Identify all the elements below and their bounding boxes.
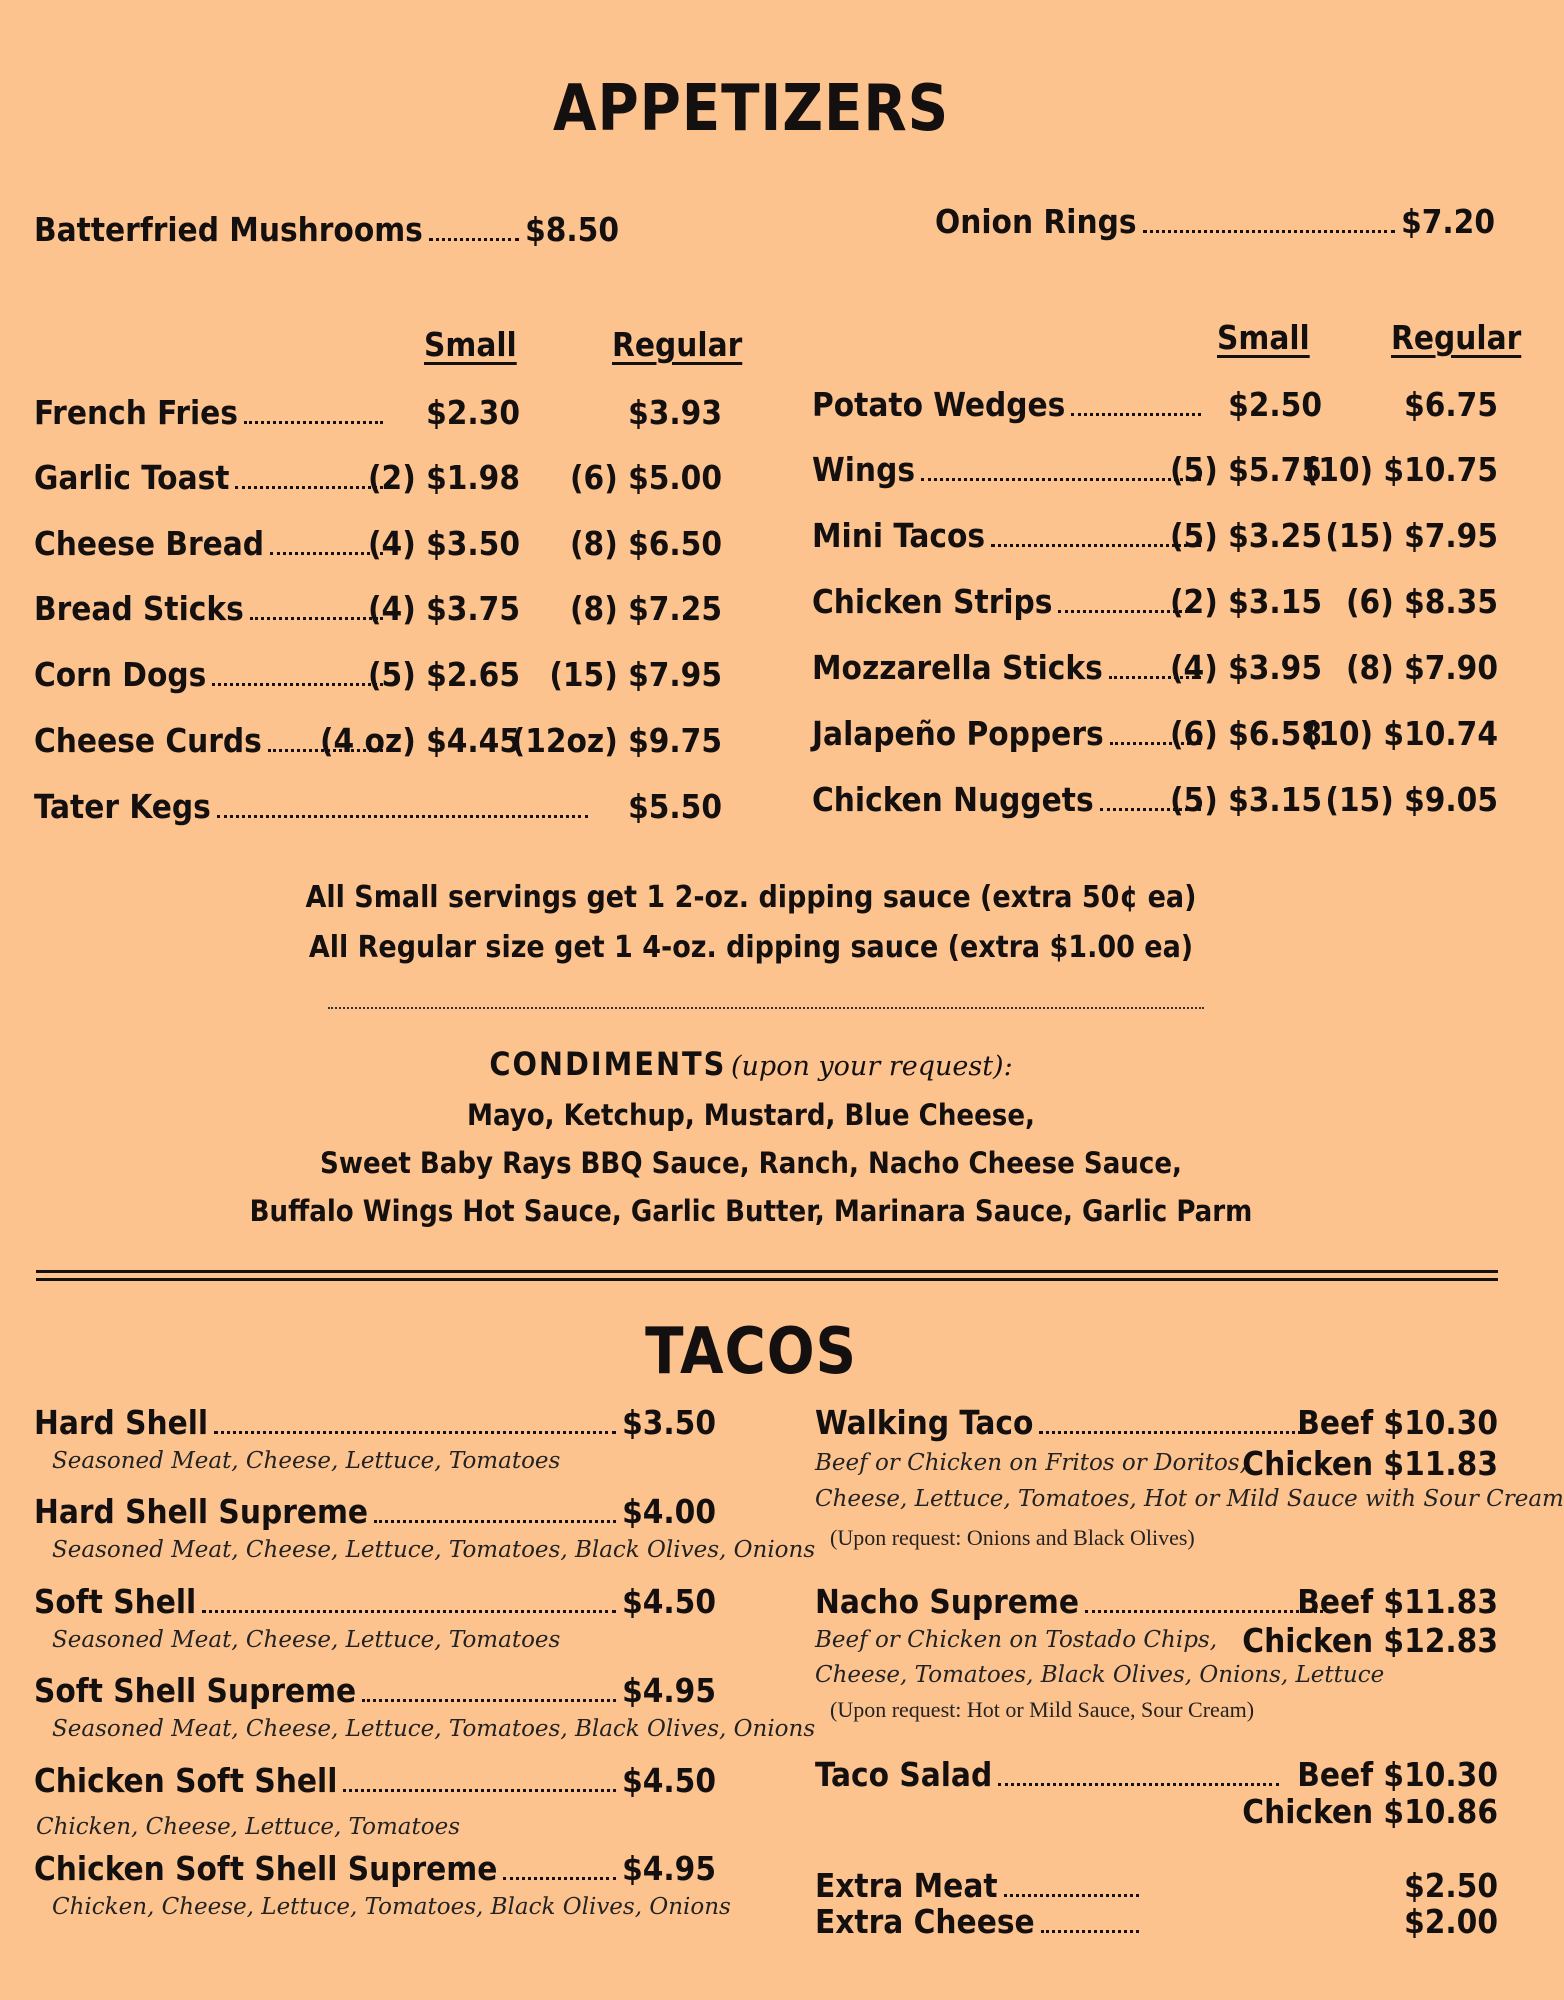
item-name: Batterfried Mushrooms: [34, 210, 423, 249]
leader-dots: [1039, 1431, 1309, 1434]
item-name: Walking Taco: [815, 1403, 1034, 1442]
price-regular: (8) $7.90: [1345, 648, 1498, 687]
condiments-heading: CONDIMENTS: [489, 1045, 727, 1083]
sauce-note-regular: All Regular size get 1 4-oz. dipping sauce (extra $1.00 ea): [308, 930, 1194, 965]
section-divider-bottom: [36, 1278, 1498, 1281]
price-regular: (15) $7.95: [1325, 516, 1498, 555]
leader-dots: [1071, 413, 1201, 416]
price-regular: (6) $5.00: [569, 458, 722, 497]
item-price: $4.50: [622, 1761, 716, 1800]
item-description: Seasoned Meat, Cheese, Lettuce, Tomatoes, Black Olives, Onions: [52, 1537, 816, 1563]
menu-item-taco-salad: [815, 1755, 1285, 1794]
item-name: Onion Rings: [935, 202, 1137, 241]
item-price: $4.50: [622, 1582, 716, 1621]
price-small: (5) $3.25: [1169, 516, 1322, 555]
condiments-note: (upon your request):: [730, 1051, 1013, 1082]
price-beef: Beef $10.30: [1297, 1755, 1498, 1794]
menu-item: [812, 450, 1207, 489]
item-name: Soft Shell: [34, 1582, 197, 1621]
appetizers-title: APPETIZERS: [552, 72, 950, 146]
menu-item-batterfried-mushrooms: [34, 210, 619, 249]
price-small: (6) $6.58: [1169, 714, 1322, 753]
item-price: $7.20: [1401, 202, 1495, 241]
leader-dots: [998, 1783, 1279, 1786]
item-name: Cheese Curds: [34, 721, 262, 760]
item-description: Chicken, Cheese, Lettuce, Tomatoes, Black Olives, Onions: [52, 1894, 731, 1920]
leader-dots: [374, 1520, 616, 1523]
price-beef: Beef $10.30: [1297, 1403, 1498, 1442]
leader-dots: [921, 478, 1201, 481]
item-price: $2.00: [1404, 1902, 1498, 1941]
upon-request-note: (Upon request: Onions and Black Olives): [830, 1525, 1195, 1550]
item-description: Seasoned Meat, Cheese, Lettuce, Tomatoes: [52, 1448, 561, 1474]
price-regular: (10) $10.75: [1304, 450, 1498, 489]
item-description: Chicken, Cheese, Lettuce, Tomatoes: [36, 1814, 461, 1840]
item-price: $2.50: [1404, 1866, 1498, 1905]
item-name: Chicken Soft Shell: [34, 1761, 338, 1800]
leader-dots: [1041, 1930, 1139, 1933]
leader-dots: [1085, 1610, 1329, 1613]
item-name: Extra Cheese: [815, 1902, 1035, 1941]
menu-item-extra-meat: [815, 1866, 1145, 1905]
price-chicken: Chicken $11.83: [1242, 1444, 1498, 1483]
menu-item-nacho-supreme: [815, 1582, 1335, 1621]
item-name: Chicken Soft Shell Supreme: [34, 1849, 498, 1888]
item-name: Garlic Toast: [34, 458, 230, 497]
price-regular: (12oz) $9.75: [511, 721, 722, 760]
price-regular: (8) $6.50: [569, 524, 722, 563]
price-beef: Beef $11.83: [1297, 1582, 1498, 1621]
item-description: Seasoned Meat, Cheese, Lettuce, Tomatoes: [52, 1627, 561, 1653]
column-header-regular: Regular: [1391, 318, 1522, 357]
leader-dots: [214, 1431, 616, 1434]
item-description: Beef or Chicken on Tostado Chips,: [815, 1627, 1218, 1653]
column-header-small: Small: [424, 325, 517, 364]
sauce-note-small: All Small servings get 1 2-oz. dipping sauce (extra 50¢ ea): [305, 880, 1197, 915]
menu-item-onion-rings: [935, 202, 1495, 241]
condiments-line: Sweet Baby Rays BBQ Sauce, Ranch, Nacho Cheese Sauce,: [320, 1146, 1182, 1180]
menu-item: [34, 1671, 716, 1710]
condiments-line: Mayo, Ketchup, Mustard, Blue Cheese,: [467, 1098, 1035, 1132]
leader-dots: [429, 238, 519, 241]
leader-dots: [244, 421, 383, 424]
menu-item-walking-taco: [815, 1403, 1315, 1442]
leader-dots: [362, 1699, 616, 1702]
price-small: (4 oz) $4.45: [319, 721, 520, 760]
menu-item: [34, 655, 389, 694]
item-name: Mozzarella Sticks: [812, 648, 1103, 687]
menu-item: [34, 1849, 716, 1888]
section-divider-top: [36, 1270, 1498, 1273]
menu-item: [812, 714, 1207, 753]
menu-item: [812, 780, 1207, 819]
item-price: $3.50: [622, 1403, 716, 1442]
price-regular: (6) $8.35: [1345, 582, 1498, 621]
leader-dots: [503, 1877, 616, 1880]
price-regular: $5.50: [628, 787, 722, 826]
item-name: Hard Shell: [34, 1403, 209, 1442]
price-small: (5) $2.65: [367, 655, 520, 694]
item-name: Cheese Bread: [34, 524, 265, 563]
price-regular: (15) $7.95: [549, 655, 722, 694]
menu-item: [34, 458, 389, 497]
menu-item: [812, 648, 1207, 687]
column-header-small: Small: [1217, 318, 1310, 357]
price-small: (2) $3.15: [1169, 582, 1322, 621]
item-price: $4.95: [622, 1849, 716, 1888]
item-name: Wings: [812, 450, 915, 489]
price-small: $2.30: [426, 393, 520, 432]
leader-dots: [235, 486, 383, 489]
item-name: Soft Shell Supreme: [34, 1671, 357, 1710]
price-regular: (8) $7.25: [569, 589, 722, 628]
menu-item: [812, 385, 1207, 424]
tacos-title: TACOS: [645, 1315, 857, 1389]
item-name: Chicken Nuggets: [812, 780, 1094, 819]
item-name: Extra Meat: [815, 1866, 998, 1905]
item-name: Taco Salad: [815, 1755, 993, 1794]
price-small: (5) $3.15: [1169, 780, 1322, 819]
leader-dots: [212, 683, 383, 686]
item-name: Mini Tacos: [812, 516, 986, 555]
price-small: (4) $3.50: [367, 524, 520, 563]
leader-dots: [250, 617, 383, 620]
leader-dots: [270, 552, 383, 555]
menu-item: [34, 1761, 716, 1800]
upon-request-note: (Upon request: Hot or Mild Sauce, Sour Cream): [830, 1697, 1255, 1722]
price-small: $2.50: [1228, 385, 1322, 424]
column-header-regular: Regular: [612, 325, 743, 364]
menu-item: [34, 589, 389, 628]
item-name: Tater Kegs: [34, 787, 211, 826]
item-description: Seasoned Meat, Cheese, Lettuce, Tomatoes, Black Olives, Onions: [52, 1716, 816, 1742]
price-chicken: Chicken $12.83: [1242, 1621, 1498, 1660]
item-price: $4.00: [622, 1492, 716, 1531]
item-description: Cheese, Tomatoes, Black Olives, Onions, Lettuce: [815, 1662, 1385, 1688]
price-small: (5) $5.75: [1169, 450, 1322, 489]
item-name: French Fries: [34, 393, 238, 432]
item-name: Hard Shell Supreme: [34, 1492, 369, 1531]
item-name: Jalapeño Poppers: [812, 714, 1104, 753]
menu-item: [34, 1403, 716, 1442]
menu-item: [812, 582, 1207, 621]
leader-dots: [217, 815, 588, 818]
menu-item: [812, 516, 1207, 555]
leader-dots: [1143, 230, 1396, 233]
price-chicken: Chicken $10.86: [1242, 1792, 1498, 1831]
leader-dots: [343, 1789, 616, 1792]
leader-dots: [1004, 1894, 1139, 1897]
item-price: $8.50: [525, 210, 619, 249]
price-small: (4) $3.75: [367, 589, 520, 628]
item-name: Bread Sticks: [34, 589, 244, 628]
menu-item: [34, 1492, 716, 1531]
condiments-line: Buffalo Wings Hot Sauce, Garlic Butter, Marinara Sauce, Garlic Parm: [249, 1194, 1253, 1228]
price-regular: (10) $10.74: [1304, 714, 1498, 753]
menu-item: [34, 393, 389, 432]
price-small: (4) $3.95: [1169, 648, 1322, 687]
menu-item-extra-cheese: [815, 1902, 1145, 1941]
condiments-heading-line: [0, 1045, 1502, 1083]
price-regular: $3.93: [628, 393, 722, 432]
menu-item: [34, 1582, 716, 1621]
item-price: $4.95: [622, 1671, 716, 1710]
item-name: Potato Wedges: [812, 385, 1066, 424]
menu-item: [34, 524, 389, 563]
leader-dots: [202, 1610, 616, 1613]
item-name: Corn Dogs: [34, 655, 207, 694]
item-description: Cheese, Lettuce, Tomatoes, Hot or Mild Sauce with Sour Cream: [815, 1486, 1564, 1512]
item-description: Beef or Chicken on Fritos or Doritos,: [815, 1450, 1247, 1476]
price-small: (2) $1.98: [367, 458, 520, 497]
price-regular: (15) $9.05: [1325, 780, 1498, 819]
item-name: Nacho Supreme: [815, 1582, 1079, 1621]
item-name: Chicken Strips: [812, 582, 1053, 621]
menu-item: [34, 787, 594, 826]
section-divider-dotted: [328, 1007, 1204, 1009]
price-regular: $6.75: [1404, 385, 1498, 424]
